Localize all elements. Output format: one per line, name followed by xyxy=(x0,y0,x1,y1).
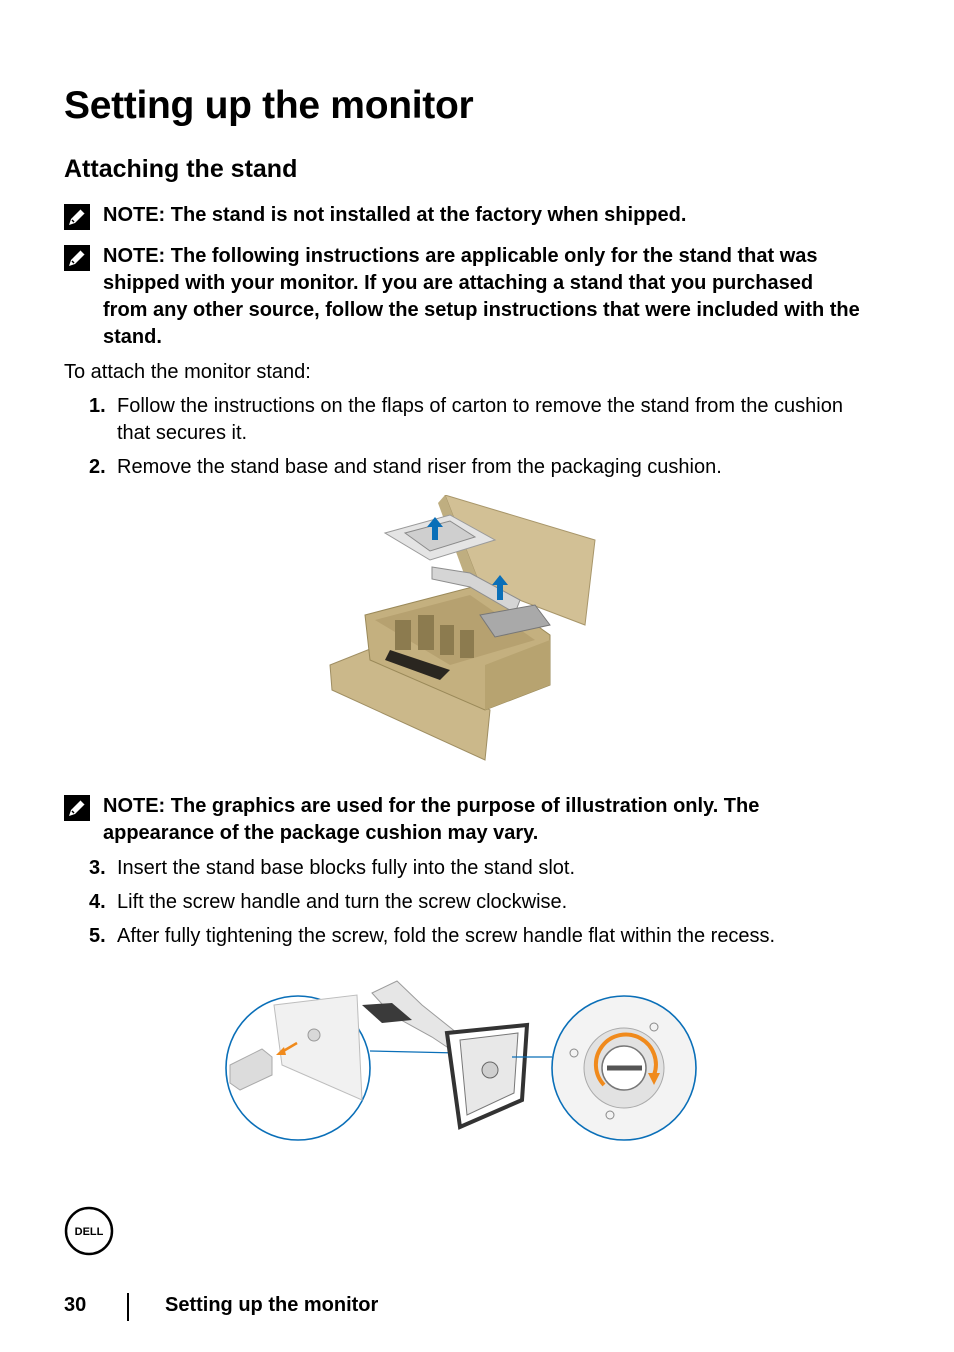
intro-text: To attach the monitor stand: xyxy=(64,361,311,383)
step-text: Follow the instructions on the flaps of carton to remove the stand from the cushion that secures it. xyxy=(117,395,843,444)
page-title: Setting up the monitor xyxy=(64,84,474,127)
section-heading: Attaching the stand xyxy=(64,155,298,183)
page-number: 30 xyxy=(64,1294,87,1316)
step-2 xyxy=(89,454,859,482)
step-number: 4. xyxy=(89,891,106,913)
note-instructions xyxy=(64,243,864,353)
note-graphics xyxy=(64,793,864,849)
note-text: NOTE: The stand is not installed at the factory when shipped. xyxy=(103,204,687,226)
step-number: 1. xyxy=(89,395,106,417)
note-text: NOTE: The following instructions are applicable only for the stand that was shipped with your monitor. If you are attaching a stand that you purchased from any other source, follow the setup instructions that were included with the stand. xyxy=(103,245,860,348)
step-3 xyxy=(89,855,859,883)
stand-assembly-illustration xyxy=(222,975,702,1145)
step-text: Lift the screw handle and turn the screw clockwise. xyxy=(117,891,568,913)
step-number: 3. xyxy=(89,857,106,879)
footer-divider xyxy=(127,1293,129,1321)
step-1 xyxy=(89,393,859,449)
footer-title: Setting up the monitor xyxy=(165,1294,379,1316)
dell-logo xyxy=(64,1206,114,1256)
step-text: After fully tightening the screw, fold the screw handle flat within the recess. xyxy=(117,925,776,947)
note-text: NOTE: The graphics are used for the purpose of illustration only. The appearance of the package cushion may vary. xyxy=(103,795,760,844)
packaging-illustration xyxy=(320,495,610,770)
step-4 xyxy=(89,889,859,917)
logo-text: DELL xyxy=(74,1226,104,1238)
step-5 xyxy=(89,923,859,951)
step-text: Remove the stand base and stand riser from the packaging cushion. xyxy=(117,456,722,478)
step-text: Insert the stand base blocks fully into the stand slot. xyxy=(117,857,576,879)
note-pencil-icon xyxy=(64,245,90,271)
note-factory xyxy=(64,202,864,232)
note-pencil-icon xyxy=(64,204,90,230)
step-number: 2. xyxy=(89,456,106,478)
note-pencil-icon xyxy=(64,795,90,821)
step-number: 5. xyxy=(89,925,106,947)
